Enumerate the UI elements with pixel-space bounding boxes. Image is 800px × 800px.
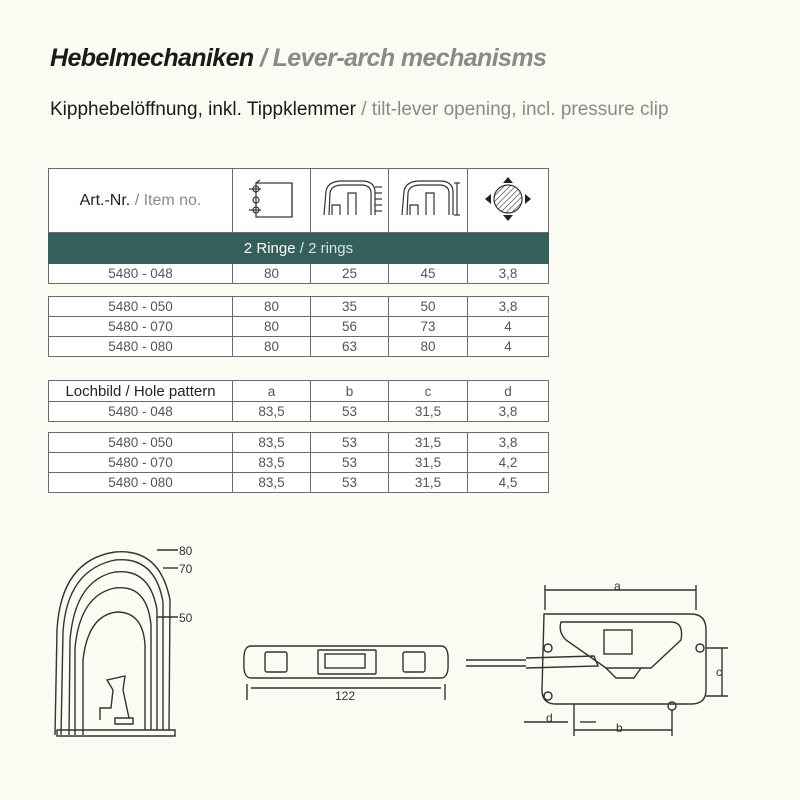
dimensions-row: [49, 337, 549, 357]
dimensions-row: [49, 317, 549, 337]
value-cell: 3,8: [468, 264, 549, 284]
item-number-cell: 5480 - 050: [49, 433, 233, 453]
item-number-cell: 5480 - 050: [49, 297, 233, 317]
value-cell: 80: [233, 317, 311, 337]
value-cell: 80: [389, 337, 468, 357]
item-no-header: Art.-Nr. / Item no.: [49, 169, 233, 233]
item-number-cell: 5480 - 048: [49, 264, 233, 284]
ring-diameter-icon: [468, 169, 549, 233]
value-cell: 80: [233, 337, 311, 357]
top-label-122: 122: [335, 689, 356, 703]
value-cell: 3,8: [468, 402, 549, 422]
mechanism-front-icon: [233, 169, 311, 233]
value-cell: 53: [311, 453, 389, 473]
value-cell: 53: [311, 473, 389, 493]
side-label-80: 80: [179, 544, 193, 558]
value-cell: 3,8: [468, 433, 549, 453]
value-cell: 4: [468, 317, 549, 337]
hole-pattern-row: [49, 473, 549, 493]
value-cell: 53: [311, 433, 389, 453]
value-cell: 35: [311, 297, 389, 317]
value-cell: 56: [311, 317, 389, 337]
item-number-cell: 5480 - 070: [49, 317, 233, 337]
hole-pattern-table: [48, 380, 549, 422]
ring-side-icon: [311, 169, 389, 233]
value-cell: 80: [233, 297, 311, 317]
value-cell: 83,5: [233, 433, 311, 453]
value-cell: 4: [468, 337, 549, 357]
hole-pattern-row: [49, 402, 549, 422]
value-cell: 31,5: [389, 433, 468, 453]
value-cell: 45: [389, 264, 468, 284]
value-cell: 31,5: [389, 473, 468, 493]
hole-pattern-table-group2: [48, 432, 549, 493]
label-a: a: [614, 579, 621, 593]
rings-band: 2 Ringe / 2 rings: [49, 233, 549, 264]
value-cell: 4,2: [468, 453, 549, 473]
value-cell: 80: [233, 264, 311, 284]
ring-capacity-icon: [389, 169, 468, 233]
col-c-header: c: [389, 381, 468, 402]
hole-pattern-header: Lochbild / Hole pattern: [49, 381, 233, 402]
ring-side-drawing: [45, 540, 225, 740]
value-cell: 63: [311, 337, 389, 357]
page-title: Hebelmechaniken / Lever-arch mechanisms: [50, 44, 547, 72]
value-cell: 83,5: [233, 453, 311, 473]
side-label-50: 50: [179, 611, 193, 625]
hole-pattern-row: [49, 433, 549, 453]
col-b-header: b: [311, 381, 389, 402]
mechanism-top-drawing: [243, 640, 453, 720]
dimensions-table-group2: [48, 296, 549, 357]
page-subtitle: Kipphebelöffnung, inkl. Tippklemmer / tilt-lever opening, incl. pressure clip: [50, 99, 669, 120]
dimensions-row: [49, 264, 549, 284]
hole-pattern-drawing: [466, 580, 736, 740]
col-a-header: a: [233, 381, 311, 402]
dimensions-row: [49, 297, 549, 317]
value-cell: 53: [311, 402, 389, 422]
hole-pattern-row: [49, 453, 549, 473]
item-number-cell: 5480 - 048: [49, 402, 233, 422]
value-cell: 83,5: [233, 402, 311, 422]
value-cell: 50: [389, 297, 468, 317]
value-cell: 31,5: [389, 402, 468, 422]
value-cell: 31,5: [389, 453, 468, 473]
item-number-cell: 5480 - 080: [49, 473, 233, 493]
label-c: c: [716, 665, 722, 679]
side-label-70: 70: [179, 562, 193, 576]
label-b: b: [616, 721, 623, 735]
item-number-cell: 5480 - 070: [49, 453, 233, 473]
value-cell: 83,5: [233, 473, 311, 493]
label-d: d: [546, 711, 553, 725]
item-number-cell: 5480 - 080: [49, 337, 233, 357]
value-cell: 4,5: [468, 473, 549, 493]
value-cell: 3,8: [468, 297, 549, 317]
col-d-header: d: [468, 381, 549, 402]
dimensions-table: [48, 168, 549, 284]
value-cell: 73: [389, 317, 468, 337]
value-cell: 25: [311, 264, 389, 284]
